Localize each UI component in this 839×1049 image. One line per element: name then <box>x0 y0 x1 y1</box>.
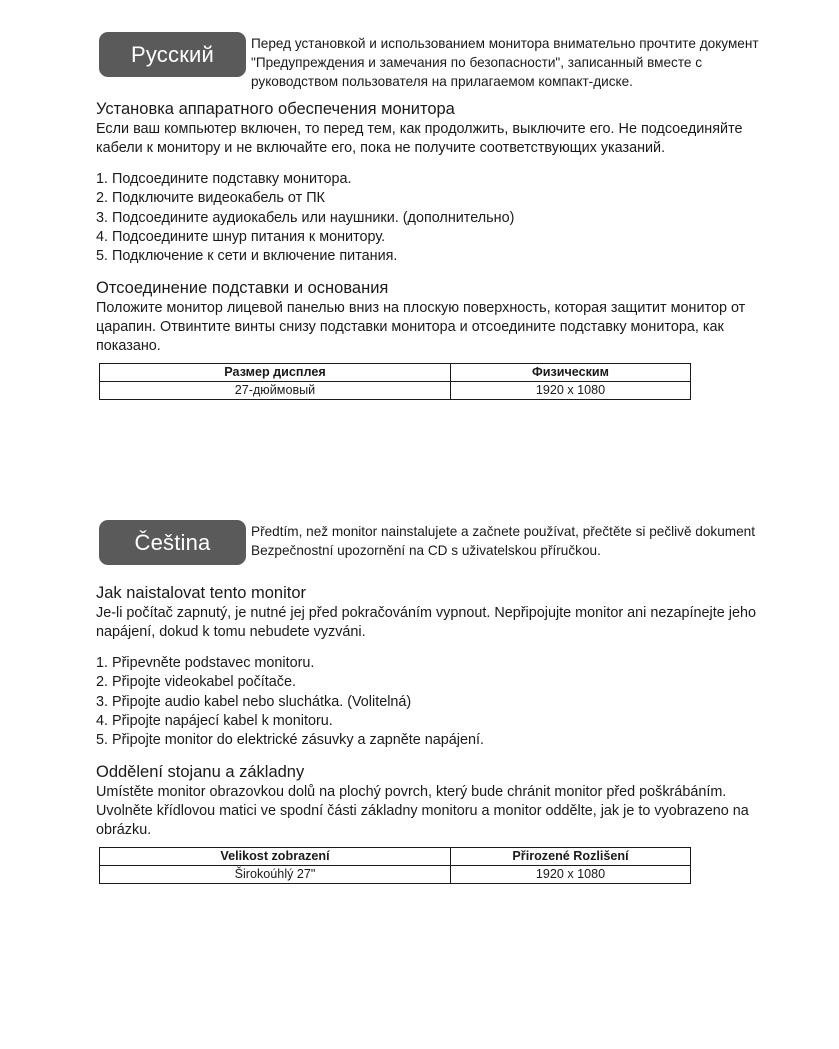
table-header-row <box>100 848 691 866</box>
install-heading: Установка аппаратного обеспечения монитора <box>96 100 455 118</box>
install-steps <box>96 170 786 266</box>
intro-text: Předtím, než monitor nainstalujete a začnete používat, přečtěte si pečlivě dokument Bezpečnostní upozornění na CD s uživatelskou příručkou. <box>251 524 755 558</box>
table-cell: 1920 x 1080 <box>451 382 691 400</box>
detach-text: Umístěte monitor obrazovkou dolů na plochý povrch, který bude chránit monitor před poškrábáním. Uvolněte křídlovou matici ve spodní části základny monitoru a monitor oddělte, jak je to vyobrazeno na obrázku. <box>96 784 749 839</box>
table-row <box>100 866 691 884</box>
install-text: Je-li počítač zapnutý, je nutné jej před pokračováním vypnout. Nepřipojujte monitor ani nezapínejte jeho napájení, dokud k tomu nebudete vyzváni. <box>96 605 756 640</box>
step-item: 1. Připevněte podstavec monitoru. <box>96 655 315 671</box>
step-item: 2. Připojte videokabel počítače. <box>96 674 296 691</box>
install-text: Если ваш компьютер включен, то перед тем, как продолжить, выключите его. Не подсоединяйте кабели к монитору и не включайте его, пока не получите соответствующих указаний. <box>96 121 743 156</box>
spec-table <box>99 847 691 884</box>
content-block <box>96 99 786 400</box>
table-cell: 1920 x 1080 <box>451 866 691 884</box>
table-cell: 27-дюймовый <box>100 382 451 400</box>
language-badge-russian: Русский <box>99 32 246 77</box>
table-header-cell: Физическим <box>451 364 691 382</box>
detach-heading: Oddělení stojanu a základny <box>96 763 305 782</box>
step-item: 3. Připojte audio kabel nebo sluchátka. (Volitelná) <box>96 693 412 710</box>
step-item: 4. Připojte napájecí kabel k monitoru. <box>96 712 333 729</box>
table-header-cell: Размер дисплея <box>100 364 451 382</box>
install-steps <box>96 654 786 750</box>
table-header-row <box>100 364 691 382</box>
step-item: 4. Подсоедините шнур питания к монитору. <box>96 228 386 245</box>
table-row <box>100 382 691 400</box>
step-item: 3. Подсоедините аудиокабель или наушники. (дополнительно) <box>96 209 515 226</box>
intro-text: Перед установкой и использованием монитора внимательно прочтите документ "Предупреждения и замечания по безопасности", записанный вместе с руководством пользователя на прилагаемом компакт-диске. <box>251 36 759 89</box>
step-item: 2. Подключите видеокабель от ПК <box>96 190 325 207</box>
language-badge-czech: Čeština <box>99 520 246 565</box>
table-header-cell: Přirozené Rozlišení <box>451 848 691 866</box>
step-item: 1. Подсоедините подставку монитора. <box>96 171 352 187</box>
table-header-cell: Velikost zobrazení <box>100 848 451 866</box>
detach-text: Положите монитор лицевой панелью вниз на плоскую поверхность, которая защитит монитор от царапин. Отвинтите винты снизу подставки монитора и отсоедините подставку монитора, как показано. <box>96 300 746 355</box>
step-item: 5. Připojte monitor do elektrické zásuvky a zapněte napájení. <box>96 732 484 749</box>
detach-heading: Отсоединение подставки и основания <box>96 279 389 298</box>
spec-table <box>99 363 691 400</box>
step-item: 5. Подключение к сети и включение питания. <box>96 248 398 265</box>
install-heading: Jak naistalovat tento monitor <box>96 584 307 602</box>
table-cell: Širokoúhlý 27" <box>100 866 451 884</box>
content-block <box>96 583 786 884</box>
